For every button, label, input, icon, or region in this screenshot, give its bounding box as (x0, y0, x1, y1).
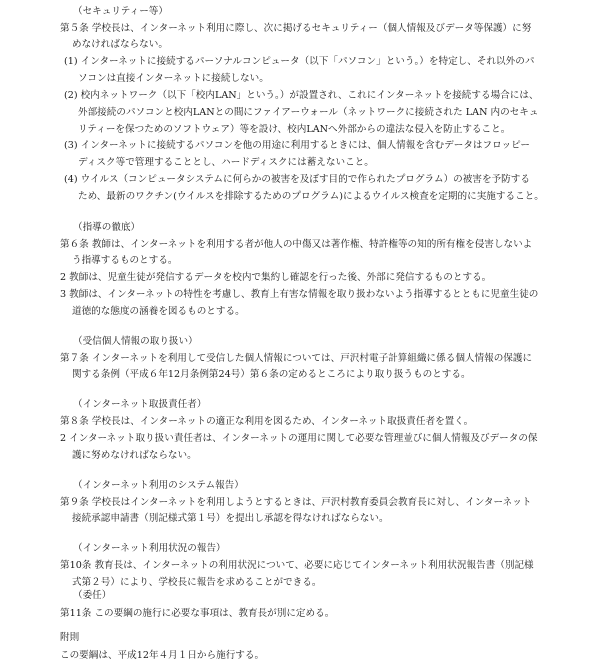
article-5-cont: めなければならない。 (72, 39, 168, 50)
heading-delegation: （委任） (73, 590, 112, 601)
item-3: (3) インターネットに接続するパソコンを他の用途に利用するときには、個人情報を含むデータはフロッピー (64, 140, 530, 151)
item-2-cont-1: 外部接続のパソコンと校内LANとの間にファイアーウォール（ネットワークに接続された LAN 内のセキュ (78, 107, 539, 118)
supplementary-heading: 附則 (60, 632, 80, 643)
item-4: (4) ウイルス（コンピュータシステムに何らかの被害を及ぼす目的で作られたプログラム）の被害を予防する (64, 174, 530, 185)
article-6-para-3: 3 教師は、インターネットの特性を考慮し、教育上有害な情報を取り扱わないよう指導するとともに児童生徒の (60, 289, 539, 300)
heading-security: （セキュリティー等） (73, 6, 168, 17)
heading-usage-report: （インターネット利用状況の報告） (73, 543, 226, 554)
item-4-cont: ため、最新のワクチン(ウイルスを排除するためのプログラム)によるウイルス検査を定期的に実施すること。 (78, 191, 544, 202)
article-9-cont: 接続承認申請書（別記様式第１号）を提出し承認を得なければならない。 (72, 513, 389, 524)
article-11: 第11条 この要綱の施行に必要な事項は、教育長が別に定める。 (60, 608, 335, 619)
article-10: 第10条 教育長は、インターネットの利用状況について、必要に応じてインターネット利用状況報告書（別記様 (60, 560, 534, 571)
article-7-cont: 関する条例（平成６年12月条例第24号）第６条の定めるところにより取り扱うものとする。 (72, 369, 471, 380)
heading-system-report: （インターネット利用のシステム報告） (73, 480, 244, 491)
heading-personal-info: （受信個人情報の取り扱い） (73, 336, 198, 347)
article-8-para-2: 2 インターネット取り扱い責任者は、インターネットの運用に関して必要な管理並びに個人情報及びデータの保 (60, 433, 538, 444)
supplementary-text: この要綱は、平成12年４月１日から施行する。 (60, 650, 265, 661)
article-8: 第８条 学校長は、インターネットの適正な利用を図るため、インターネット取扱責任者を置く。 (60, 416, 474, 427)
heading-manager: （インターネット取扱責任者） (73, 399, 207, 410)
item-2-cont-2: リティーを保つためのソフトウェア）等を設け、校内LANへ外部からの違法な侵入を防止すること。 (78, 124, 511, 135)
article-10-cont: 式第２号）により、学校長に報告を求めることができる。 (72, 577, 322, 588)
item-1-cont: ソコンは直接インターネットに接続しない。 (78, 73, 269, 84)
article-9: 第９条 学校長はインターネットを利用しようとするときは、戸沢村教育委員会教育長に対し、インターネット (60, 497, 532, 508)
heading-guidance: （指導の徹底） (73, 222, 141, 233)
article-6: 第６条 教師は、インターネットを利用する者が他人の中傷又は著作権、特許権等の知的所有権を侵害しないよ (60, 239, 533, 250)
article-6-para-2: 2 教師は、児童生徒が発信するデータを校内で集約し確認を行った後、外部に発信するものとする。 (60, 272, 492, 283)
item-2: (2) 校内ネットワーク（以下「校内LAN」という。）が設置され、これにインターネットを接続する場合には、 (64, 90, 539, 101)
article-6-cont: う指導するものとする。 (72, 255, 178, 266)
article-7: 第７条 インターネットを利用して受信した個人情報については、戸沢村電子計算組織に係る個人情報の保護に (60, 353, 533, 364)
item-3-cont: ディスク等で管理することとし、ハードディスクには蓄えないこと。 (78, 157, 374, 168)
article-6-para-3-cont: 道徳的な態度の涵養を図るものとする。 (72, 306, 245, 317)
article-5: 第５条 学校長は、インターネット利用に際し、次に掲げるセキュリティー（個人情報及びデータ等保護）に努 (60, 23, 532, 34)
article-8-para-2-cont: 護に努めなければならない。 (72, 450, 197, 461)
item-1: (1) インターネットに接続するパーソナルコンピュータ（以下「パソコン」という。）を特定し、それ以外のパ (64, 56, 535, 67)
